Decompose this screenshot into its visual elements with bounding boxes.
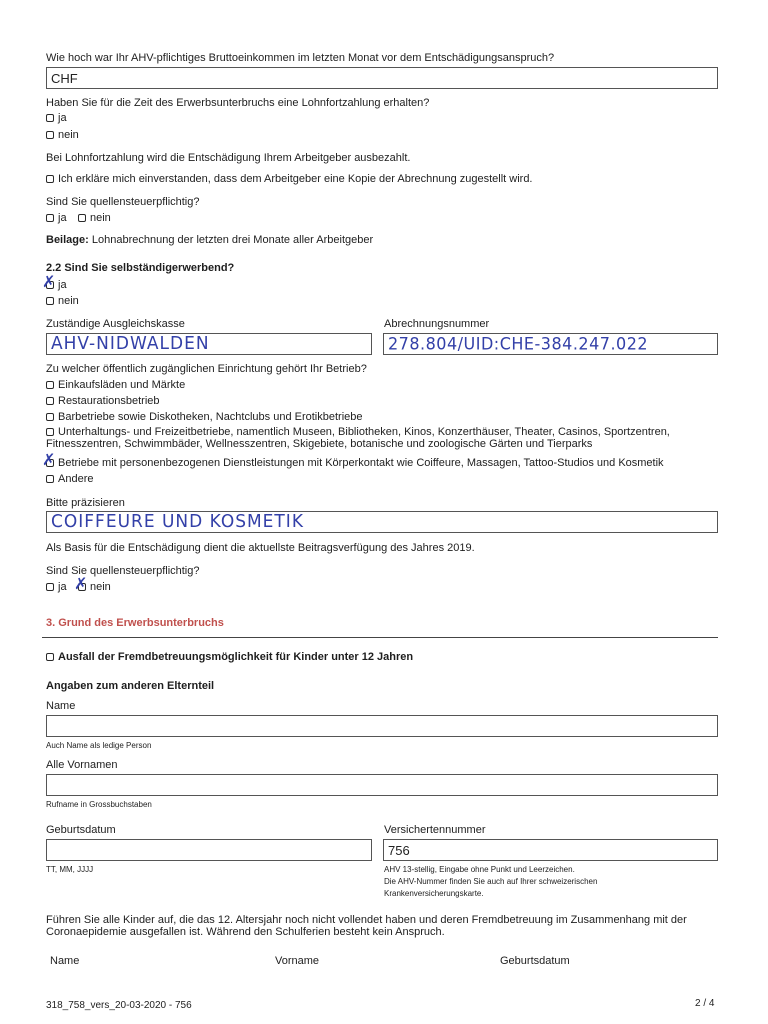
column-vorname: Vorname bbox=[275, 955, 320, 967]
quellensteuer-1-nein[interactable] bbox=[78, 211, 111, 225]
section-divider bbox=[42, 637, 718, 638]
beilage-text: Lohnabrechnung der letzten drei Monate aller Arbeitgeber bbox=[91, 234, 374, 246]
ausgleichskasse-field[interactable] bbox=[46, 333, 372, 355]
hint-versichertennummer-3: Krankenversicherungskarte. bbox=[384, 889, 484, 898]
versichertennummer-field[interactable] bbox=[383, 839, 718, 861]
checkbox-box[interactable] bbox=[46, 175, 54, 183]
consent-label: Ich erkläre mich einverstanden, dass dem Arbeitgeber eine Kopie der Abrechnung zugestellt wird. bbox=[58, 173, 533, 185]
handwritten-check-icon: ✗ bbox=[42, 450, 56, 469]
einrichtung-option[interactable] bbox=[46, 472, 93, 486]
beilage-line bbox=[46, 234, 373, 246]
name-field[interactable] bbox=[46, 715, 718, 737]
hint-name: Auch Name als ledige Person bbox=[46, 741, 152, 750]
option-label: ja bbox=[58, 112, 67, 124]
hint-versichertennummer-1: AHV 13-stellig, Eingabe ohne Punkt und Leerzeichen. bbox=[384, 865, 575, 874]
option-label: Andere bbox=[58, 473, 94, 485]
option-label: Betriebe mit personenbezogenen Dienstleistungen mit Körperkontakt wie Coiffeure, Massagen, Tattoo-Studios und Kosmetik bbox=[58, 457, 664, 469]
einrichtung-option[interactable] bbox=[46, 410, 363, 424]
option-label: Barbetriebe sowie Diskotheken, Nachtclubs und Erotikbetriebe bbox=[58, 411, 363, 423]
hint-vornamen: Rufname in Grossbuchstaben bbox=[46, 800, 152, 809]
hint-geburtsdatum: TT, MM, JJJJ bbox=[46, 865, 94, 874]
info-lohnfortzahlung: Bei Lohnfortzahlung wird die Entschädigung Ihrem Arbeitgeber ausbezahlt. bbox=[46, 152, 411, 164]
ausfall-label: Ausfall der Fremdbetreuungsmöglichkeit für Kinder unter 12 Jahren bbox=[58, 651, 414, 663]
beilage-label: Beilage: bbox=[46, 234, 89, 246]
option-label: Unterhaltungs- und Freizeitbetriebe, namentlich Museen, Bibliotheken, Kinos, Konzerthäuser, Theater, Casinos, Sportzentren, Fitnesszentren, Schwimmbäder, Wellnesszentren, Skigebiete, botanische und zoologische Gärten und Tierparks bbox=[46, 426, 670, 450]
selbstaendig-ja[interactable] bbox=[42, 272, 67, 292]
label-name: Name bbox=[46, 700, 76, 712]
option-label: ja bbox=[58, 581, 67, 593]
income-prefix: CHF bbox=[51, 71, 78, 86]
section-3-title: 3. Grund des Erwerbsunterbruchs bbox=[46, 617, 224, 629]
radio-box[interactable] bbox=[46, 413, 54, 421]
option-label: nein bbox=[90, 212, 111, 224]
question-income: Wie hoch war Ihr AHV-pflichtiges Bruttoeinkommen im letzten Monat vor dem Entschädigungsanspruch? bbox=[46, 52, 555, 64]
label-vornamen: Alle Vornamen bbox=[46, 759, 118, 771]
label-praezisieren: Bitte präzisieren bbox=[46, 497, 125, 509]
lohnfortzahlung-nein[interactable] bbox=[46, 128, 79, 142]
angaben-title: Angaben zum anderen Elternteil bbox=[46, 680, 215, 692]
label-versichertennummer: Versichertennummer bbox=[384, 824, 486, 836]
option-label: ja bbox=[58, 212, 67, 224]
abrechnungsnummer-field[interactable] bbox=[383, 333, 718, 355]
option-label: nein bbox=[58, 129, 79, 141]
footer-page-number: 2 / 4 bbox=[695, 998, 715, 1009]
einrichtung-option[interactable] bbox=[46, 394, 160, 408]
ausgleichskasse-value: AHV-NIDWALDEN bbox=[51, 333, 210, 355]
question-selbstaendig: 2.2 Sind Sie selbständigerwerbend? bbox=[46, 262, 235, 274]
handwritten-check-icon: ✗ bbox=[42, 272, 56, 291]
versicherten-prefix: 756 bbox=[388, 843, 410, 858]
footer-form-id: 318_758_vers_20-03-2020 - 756 bbox=[46, 1000, 192, 1011]
geburtsdatum-field[interactable] bbox=[46, 839, 372, 861]
consent-checkbox[interactable] bbox=[46, 172, 533, 186]
radio-box[interactable] bbox=[46, 583, 54, 591]
checkbox-box[interactable] bbox=[46, 653, 54, 661]
radio-box[interactable] bbox=[46, 131, 54, 139]
question-einrichtung: Zu welcher öffentlich zugänglichen Einrichtung gehört Ihr Betrieb? bbox=[46, 363, 367, 375]
question-lohnfortzahlung: Haben Sie für die Zeit des Erwerbsunterbruchs eine Lohnfortzahlung erhalten? bbox=[46, 97, 430, 109]
question-quellensteuer-1: Sind Sie quellensteuerpflichtig? bbox=[46, 196, 200, 208]
einrichtung-option[interactable] bbox=[46, 426, 718, 450]
selbstaendig-nein[interactable] bbox=[46, 294, 79, 308]
radio-box[interactable] bbox=[46, 475, 54, 483]
quellensteuer-1-ja[interactable] bbox=[46, 211, 67, 225]
hint-versichertennummer-2: Die AHV-Nummer finden Sie auch auf Ihrer schweizerischen bbox=[384, 877, 598, 886]
question-quellensteuer-2: Sind Sie quellensteuerpflichtig? bbox=[46, 565, 200, 577]
label-abrechnungsnummer: Abrechnungsnummer bbox=[384, 318, 490, 330]
radio-box[interactable] bbox=[46, 114, 54, 122]
column-geburtsdatum: Geburtsdatum bbox=[500, 955, 570, 967]
label-geburtsdatum: Geburtsdatum bbox=[46, 824, 116, 836]
option-label: Einkaufsläden und Märkte bbox=[58, 379, 186, 391]
option-label: Restaurationsbetrieb bbox=[58, 395, 160, 407]
praezisieren-value: COIFFEURE UND KOSMETIK bbox=[51, 511, 304, 533]
vornamen-field[interactable] bbox=[46, 774, 718, 796]
option-label: ja bbox=[58, 279, 67, 291]
option-label: nein bbox=[58, 295, 79, 307]
einrichtung-option-selected[interactable] bbox=[42, 450, 664, 470]
column-name: Name bbox=[50, 955, 80, 967]
handwritten-check-icon: ✗ bbox=[74, 574, 88, 593]
label-ausgleichskasse: Zuständige Ausgleichskasse bbox=[46, 318, 185, 330]
quellensteuer-2-nein[interactable] bbox=[74, 574, 111, 594]
abrechnungsnummer-value: 278.804/UID:CHE-384.247.022 bbox=[388, 333, 649, 354]
quellensteuer-2-ja[interactable] bbox=[46, 580, 67, 594]
option-label: nein bbox=[90, 581, 111, 593]
radio-box[interactable] bbox=[46, 428, 54, 436]
radio-box[interactable] bbox=[46, 381, 54, 389]
income-field[interactable] bbox=[46, 67, 718, 89]
radio-box[interactable] bbox=[78, 214, 86, 222]
radio-box[interactable] bbox=[46, 214, 54, 222]
praezisieren-field[interactable] bbox=[46, 511, 718, 533]
kinder-instruction: Führen Sie alle Kinder auf, die das 12. Altersjahr noch nicht vollendet haben und deren Fremdbetreuung im Zusammenhang mit der Coronaepidemie ausgefallen ist. Während den Schulferien besteht kein Anspruch. bbox=[46, 914, 687, 938]
einrichtung-option[interactable] bbox=[46, 378, 185, 392]
radio-box[interactable] bbox=[46, 397, 54, 405]
lohnfortzahlung-ja[interactable] bbox=[46, 111, 67, 125]
basis-text: Als Basis für die Entschädigung dient die aktuellste Beitragsverfügung des Jahres 2019. bbox=[46, 542, 475, 554]
radio-box[interactable] bbox=[46, 297, 54, 305]
ausfall-checkbox[interactable] bbox=[46, 650, 413, 664]
